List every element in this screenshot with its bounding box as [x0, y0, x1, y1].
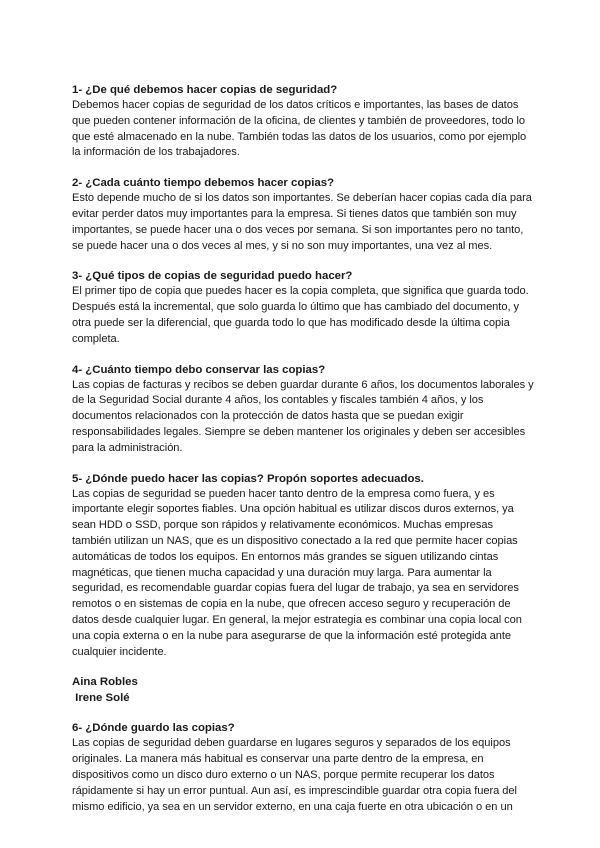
answer-5: Las copias de seguridad se pueden hacer tanto dentro de la empresa como fuera, y es importante elegir soportes fiables. Una opción habitual es utilizar discos duros externos, ya sean HDD o SSD, porque son rápidos y relativamente económicos. Muchas empresas también utilizan un NAS, que es un dispositivo conectado a la red que permite hacer copias automáticas de todos los equipos. En entornos más grandes se siguen utilizando cintas magnéticas, que tienen mucha capacidad y una duración muy larga. Para aumentar la seguridad, es recomendable guardar copias fuera del lugar de trabajo, ya sea en servidores remotos o en sistemas de copia en la nube, que ofrecen acceso seguro y recuperación de datos desde cualquier lugar. En general, la mejor estrategia es combinar una copia local con una copia externa o en la nube para asegurarse de que la información esté protegida ante cualquier incidente.: [72, 487, 522, 658]
answer-1: Debemos hacer copias de seguridad de los datos críticos e importantes, las bases de datos que pueden contener información de la oficina, de clientes y también de proveedores, todo lo que esté almacenado en la nube. También todas las datos de los usuarios, como por ejemplo la información de los trabajadores.: [72, 99, 527, 159]
question-6: 6- ¿Dónde guardo las copias?: [72, 722, 235, 735]
author-1: Aina Robles: [72, 676, 138, 689]
question-2: 2- ¿Cada cuánto tiempo debemos hacer copias?: [72, 177, 335, 190]
section-4: [72, 362, 534, 457]
answer-4: Las copias de facturas y recibos se deben guardar durante 6 años, los documentos laborales y de la Seguridad Social durante 4 años, los contables y fiscales también 4 años, y los documentos relacionados con la protección de datos hasta que se puedan exigir responsabilidades legales. Siempre se deben mantener los originales y deben ser accesibles para la administración.: [72, 378, 534, 454]
author-2: Irene Solé: [72, 692, 130, 705]
question-4: 4- ¿Cuánto tiempo debo conservar las copias?: [72, 363, 326, 376]
document-page: [72, 82, 534, 829]
section-5: [72, 471, 534, 661]
section-6: [72, 720, 534, 815]
section-2: [72, 175, 534, 254]
question-3: 3- ¿Qué tipos de copias de seguridad puedo hacer?: [72, 270, 353, 283]
answer-3: El primer tipo de copia que puedes hacer es la copia completa, que significa que guarda todo. Después está la incremental, que solo guarda lo último que has cambiado del documento, y otra puede ser la diferencial, que guarda todo lo que has modificado desde la última copia completa.: [72, 285, 529, 345]
question-5: 5- ¿Dónde puedo hacer las copias? Propón soportes adecuados.: [72, 472, 424, 485]
answer-2: Esto depende mucho de si los datos son importantes. Se deberían hacer copias cada día para evitar perder datos muy importantes para la empresa. Si tienes datos que también son muy importantes, se puede hacer una o dos veces por semana. Si son importantes pero no tanto, se puede hacer una o dos veces al mes, y si no son muy importantes, una vez al mes.: [72, 192, 532, 252]
section-1: [72, 82, 534, 161]
authors-block: [72, 674, 534, 706]
answer-6: Las copias de seguridad deben guardarse en lugares seguros y separados de los equipos originales. La manera más habitual es conservar una parte dentro de la empresa, en dispositivos como un disco duro externo o un NAS, porque permite recuperar los datos rápidamente si hay un error puntual. Aun así, es imprescindible guardar otra copia fuera del mismo edificio, ya sea en un servidor externo, en una caja fuerte en otra ubicación o en un: [72, 737, 517, 813]
question-1: 1- ¿De qué debemos hacer copias de seguridad?: [72, 84, 338, 96]
section-3: [72, 268, 534, 347]
